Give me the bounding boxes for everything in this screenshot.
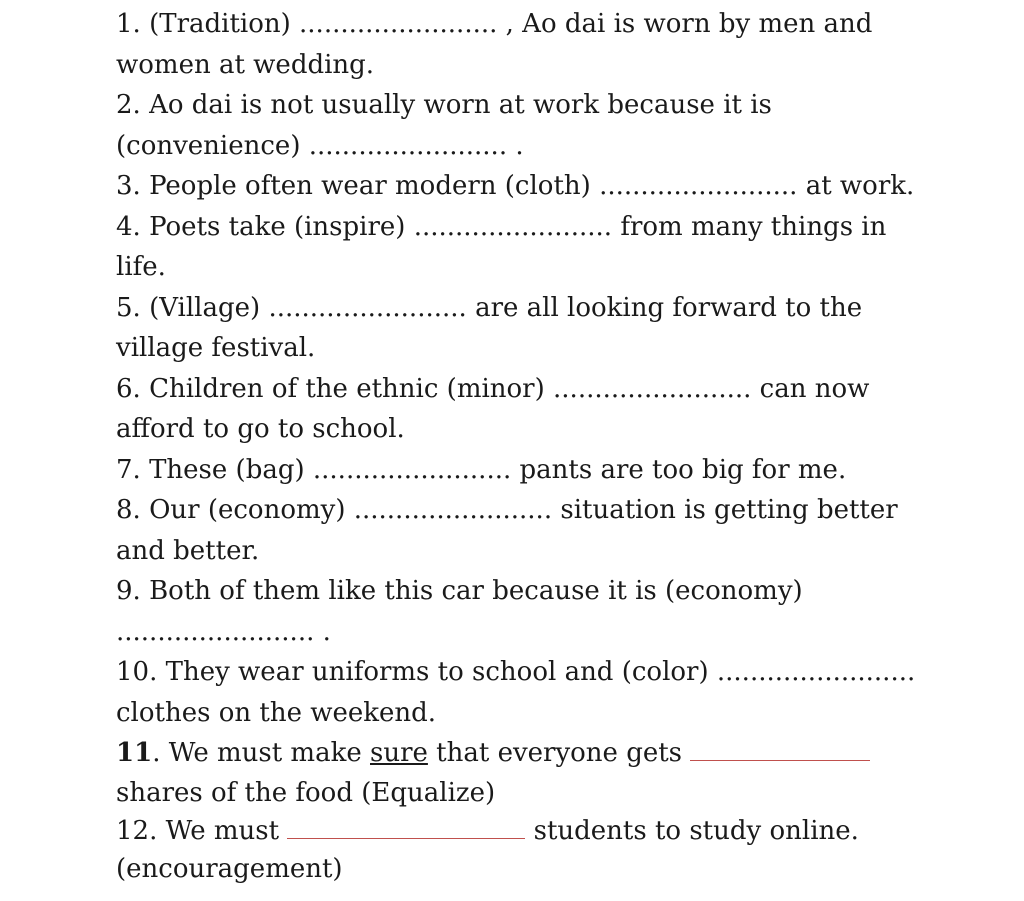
question-prefix: We must make xyxy=(168,738,362,768)
question-prefix: Children of the ethnic (minor) xyxy=(149,373,545,404)
question-11-line-2 xyxy=(116,774,916,812)
question-5-line-2 xyxy=(116,328,916,369)
question-suffix: can now xyxy=(759,373,870,404)
question-prefix: Both of them like this car because it is (economy) xyxy=(149,576,803,606)
question-suffix: that everyone gets xyxy=(436,738,683,768)
question-number: 10. xyxy=(116,657,158,687)
question-continuation: village festival. xyxy=(116,333,316,363)
question-suffix: from many things in xyxy=(620,211,887,242)
question-continuation: and better. xyxy=(116,535,260,566)
question-prefix-2: (convenience) xyxy=(116,130,301,161)
question-1-line-1 xyxy=(116,4,916,45)
question-2-line-1 xyxy=(116,85,916,126)
exercise-sheet xyxy=(116,4,916,888)
question-prefix: They wear uniforms to school and (color) xyxy=(165,657,709,687)
question-number: 1. xyxy=(116,9,141,39)
question-number-dot: . xyxy=(152,738,161,768)
question-9-line-2 xyxy=(116,612,916,653)
answer-blank[interactable] xyxy=(287,816,525,839)
question-suffix: are all looking forward to the xyxy=(475,292,863,323)
question-suffix: students to study online. xyxy=(533,815,859,846)
question-6-line-2 xyxy=(116,409,916,450)
question-suffix: at work. xyxy=(805,171,915,201)
answer-blank[interactable] xyxy=(690,738,870,761)
question-prefix: Ao dai is not usually worn at work because it is xyxy=(149,90,772,120)
question-number: 9. xyxy=(116,576,141,606)
answer-blank[interactable]: ........................ xyxy=(116,616,315,647)
question-10-line-2 xyxy=(116,693,916,734)
question-3-line-1 xyxy=(116,166,916,207)
question-continuation: afford to go to school. xyxy=(116,414,405,444)
question-6-line-1 xyxy=(116,369,916,410)
question-suffix: . xyxy=(322,616,331,647)
question-1-line-2 xyxy=(116,45,916,86)
underlined-word: sure xyxy=(370,738,428,768)
question-9-line-1 xyxy=(116,571,916,612)
answer-blank[interactable]: ........................ xyxy=(308,130,508,161)
question-number: 2. xyxy=(116,90,141,120)
question-number: 12. xyxy=(116,815,158,846)
answer-blank[interactable]: ........................ xyxy=(299,9,498,39)
question-suffix: , Ao dai is worn by men and xyxy=(505,9,873,39)
question-number: 6. xyxy=(116,373,141,404)
answer-blank[interactable]: ........................ xyxy=(312,454,512,485)
question-prefix: (Village) xyxy=(149,292,261,323)
question-continuation: shares of the food (Equalize) xyxy=(116,777,496,808)
question-7-line-1 xyxy=(116,450,916,491)
question-prefix: We must xyxy=(165,815,280,846)
question-continuation: women at wedding. xyxy=(116,49,375,80)
question-continuation: life. xyxy=(116,252,166,282)
question-4-line-2 xyxy=(116,247,916,288)
question-number: 8. xyxy=(116,495,141,525)
answer-blank[interactable]: ........................ xyxy=(599,171,798,201)
question-8-line-2 xyxy=(116,531,916,572)
question-prefix: Poets take (inspire) xyxy=(149,211,406,242)
question-12-line-1 xyxy=(116,812,916,850)
question-number: 11 xyxy=(116,738,153,768)
question-number: 5. xyxy=(116,292,141,323)
question-12-line-2 xyxy=(116,850,916,888)
question-continuation: clothes on the weekend. xyxy=(116,697,437,728)
question-suffix: situation is getting better xyxy=(560,495,898,525)
question-number: 3. xyxy=(116,171,141,201)
question-prefix: People often wear modern (cloth) xyxy=(149,171,591,201)
answer-blank[interactable]: ........................ xyxy=(553,373,752,404)
question-10-line-1 xyxy=(116,652,916,693)
question-suffix: . xyxy=(515,130,524,161)
question-number: 7. xyxy=(116,454,141,485)
answer-blank[interactable]: ........................ xyxy=(268,292,467,323)
question-continuation: (encouragement) xyxy=(116,853,343,884)
question-11-line-1 xyxy=(116,733,916,774)
question-suffix: pants are too big for me. xyxy=(519,454,847,485)
question-prefix: These (bag) xyxy=(149,454,305,485)
question-prefix: Our (economy) xyxy=(149,495,346,525)
question-8-line-1 xyxy=(116,490,916,531)
answer-blank[interactable]: ........................ xyxy=(353,495,553,525)
question-number: 4. xyxy=(116,211,141,242)
answer-blank[interactable]: ........................ xyxy=(716,657,916,687)
question-5-line-1 xyxy=(116,288,916,329)
question-prefix: (Tradition) xyxy=(149,9,291,39)
answer-blank[interactable]: ........................ xyxy=(413,211,613,242)
question-4-line-1 xyxy=(116,207,916,248)
question-2-line-2 xyxy=(116,126,916,167)
